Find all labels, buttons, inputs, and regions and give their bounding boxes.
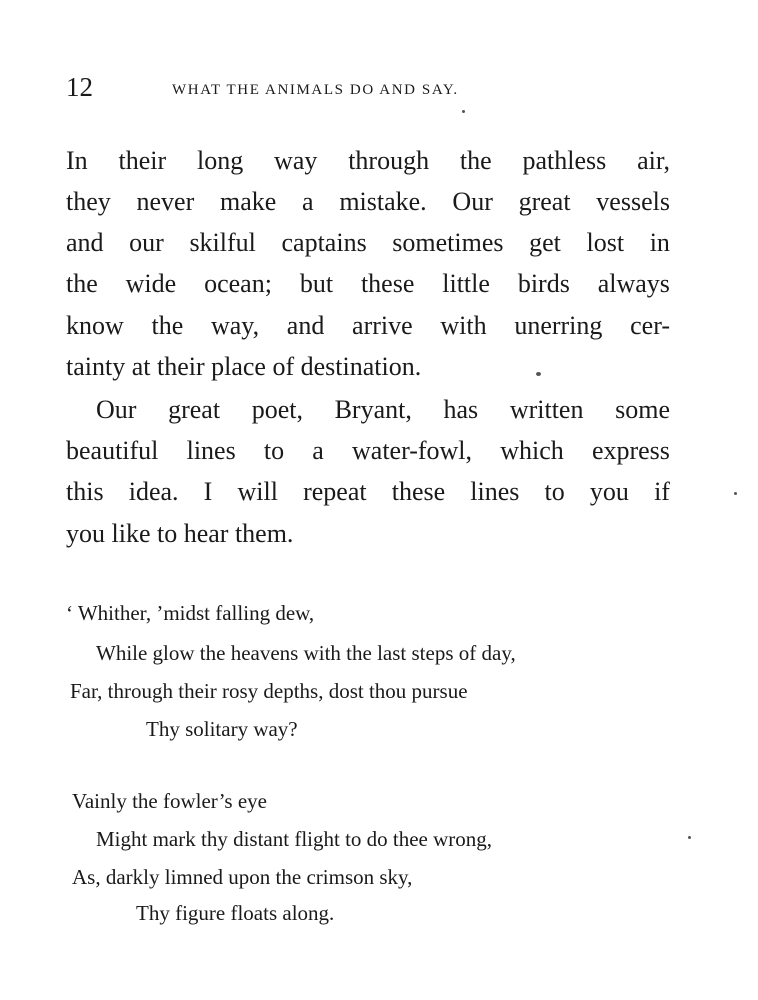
ink-speck bbox=[462, 110, 465, 113]
paragraph-1-line-4: the wide ocean; but these little birds always bbox=[66, 269, 670, 298]
running-title: WHAT THE ANIMALS DO AND SAY. bbox=[172, 82, 459, 98]
stanza-2-line-1: Vainly the fowler’s eye bbox=[72, 789, 267, 813]
stanza-1-line-3: Far, through their rosy depths, dost thou pursue bbox=[70, 679, 468, 703]
paragraph-2-line-4: you like to hear them. bbox=[66, 519, 294, 548]
paragraph-1-line-3: and our skilful captains sometimes get lost in bbox=[66, 228, 670, 257]
paragraph-2-line-2: beautiful lines to a water-fowl, which express bbox=[66, 436, 670, 465]
paragraph-2-line-3: this idea. I will repeat these lines to you if bbox=[66, 477, 670, 506]
ink-speck bbox=[734, 492, 737, 495]
ink-speck bbox=[536, 372, 541, 376]
paragraph-1-line-5: know the way, and arrive with unerring cer- bbox=[66, 311, 670, 340]
stanza-2-line-4: Thy figure floats along. bbox=[136, 901, 335, 925]
stanza-1-line-4: Thy solitary way? bbox=[146, 717, 298, 741]
stanza-2-line-2: Might mark thy distant flight to do thee wrong, bbox=[96, 827, 493, 851]
stanza-1-line-2: While glow the heavens with the last steps of day, bbox=[96, 641, 516, 665]
page-number: 12 bbox=[66, 72, 93, 102]
paragraph-1-line-6: tainty at their place of destination. bbox=[66, 352, 422, 381]
paragraph-1-line-2: they never make a mistake. Our great vessels bbox=[66, 187, 670, 216]
stanza-1-line-1: ‘ Whither, ’midst falling dew, bbox=[66, 601, 315, 625]
paragraph-2-line-1: Our great poet, Bryant, has written some bbox=[96, 395, 670, 424]
ink-speck bbox=[688, 836, 691, 839]
paragraph-1-line-1: In their long way through the pathless air, bbox=[66, 146, 670, 175]
stanza-2-line-3: As, darkly limned upon the crimson sky, bbox=[72, 865, 413, 889]
